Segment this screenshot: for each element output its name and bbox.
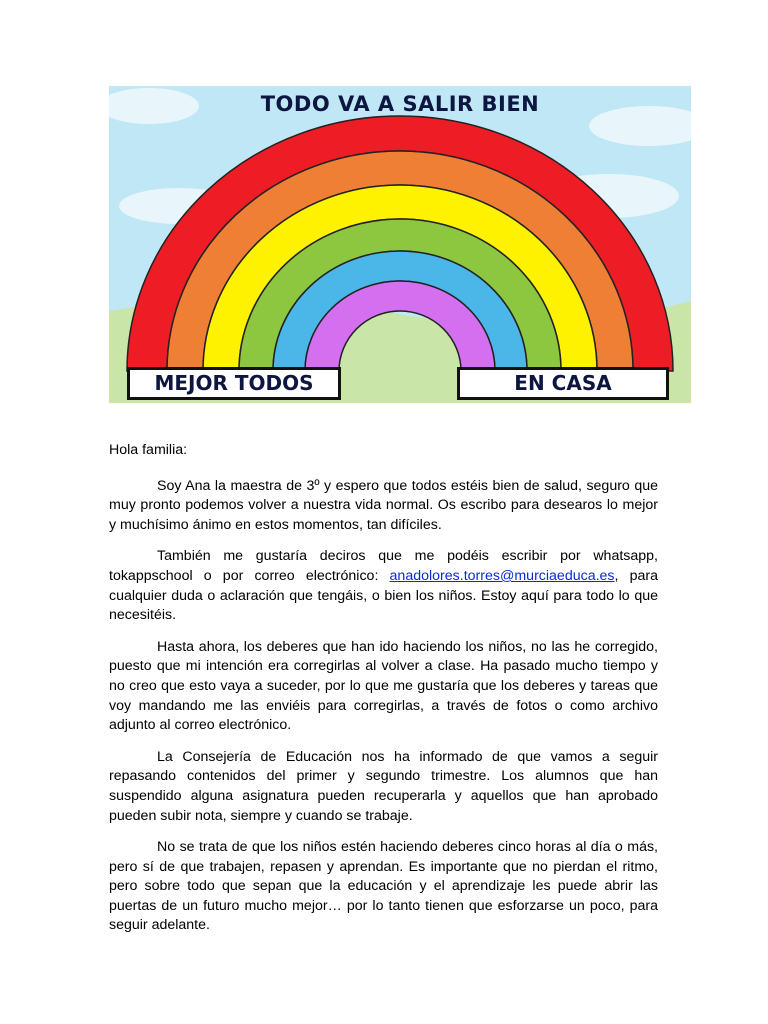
paragraph-2-end: , para cualquier duda o aclaración que tengáis, o bien los niños. Estoy aquí para todo lo que necesitéis. — [109, 567, 659, 624]
paragraph-5: No se trata de que los niños estén haciendo deberes cinco horas al día o más, pero sí de que trabajen, repasen y aprendan. Es importante que no pierdan el ritmo, pero sobre todo que sepan que la educación y el aprendizaje les puede abrir las puertas de un futuro mucho mejor… por lo tanto tienen que esforzarse un poco, para seguir adelante. — [109, 839, 658, 934]
banner-left-box: MEJOR TODOS — [127, 367, 341, 400]
banner-right-box: EN CASA — [457, 367, 669, 400]
paragraph-1: Soy Ana la maestra de 3º y espero que todos estéis bien de salud, seguro que muy pronto podemos volver a nuestra vida normal. Os escribo para desearos lo mejor y muchísimo ánimo en estos momentos, tan difíciles. — [109, 477, 658, 533]
paragraph-2-intro: También me gustaría deciros que me podéis escribir por whatsapp, tokappschool o por correo electrónico: — [109, 548, 658, 584]
banner-title: TODO VA A SALIR BIEN — [260, 92, 540, 116]
paragraph-4: La Consejería de Educación nos ha informado de que vamos a seguir repasando contenidos del primer y segundo trimestre. Los alumnos que han suspendido alguna asignatura pueden recuperarla y aquellos que han aprobado pueden subir nota, siempre y cuando se trabaje. — [109, 748, 658, 824]
paragraph-2 — [109, 547, 658, 625]
letter-body — [109, 441, 658, 948]
greeting: Hola familia: — [109, 442, 188, 458]
rainbow-banner — [109, 86, 691, 403]
email-link[interactable]: anadolores.torres@murciaeduca.es — [389, 567, 615, 584]
rainbow-illustration — [109, 86, 691, 403]
paragraph-3: Hasta ahora, los deberes que han ido haciendo los niños, no las he corregido, puesto que mi intención era corregirlas al volver a clase. Ha pasado mucho tiempo y no creo que esto vaya a suceder, por lo que me gustaría que los deberes y tareas que voy mandando me las enviéis para corregirlas, a través de fotos o como archivo adjunto al correo electrónico. — [109, 638, 658, 734]
